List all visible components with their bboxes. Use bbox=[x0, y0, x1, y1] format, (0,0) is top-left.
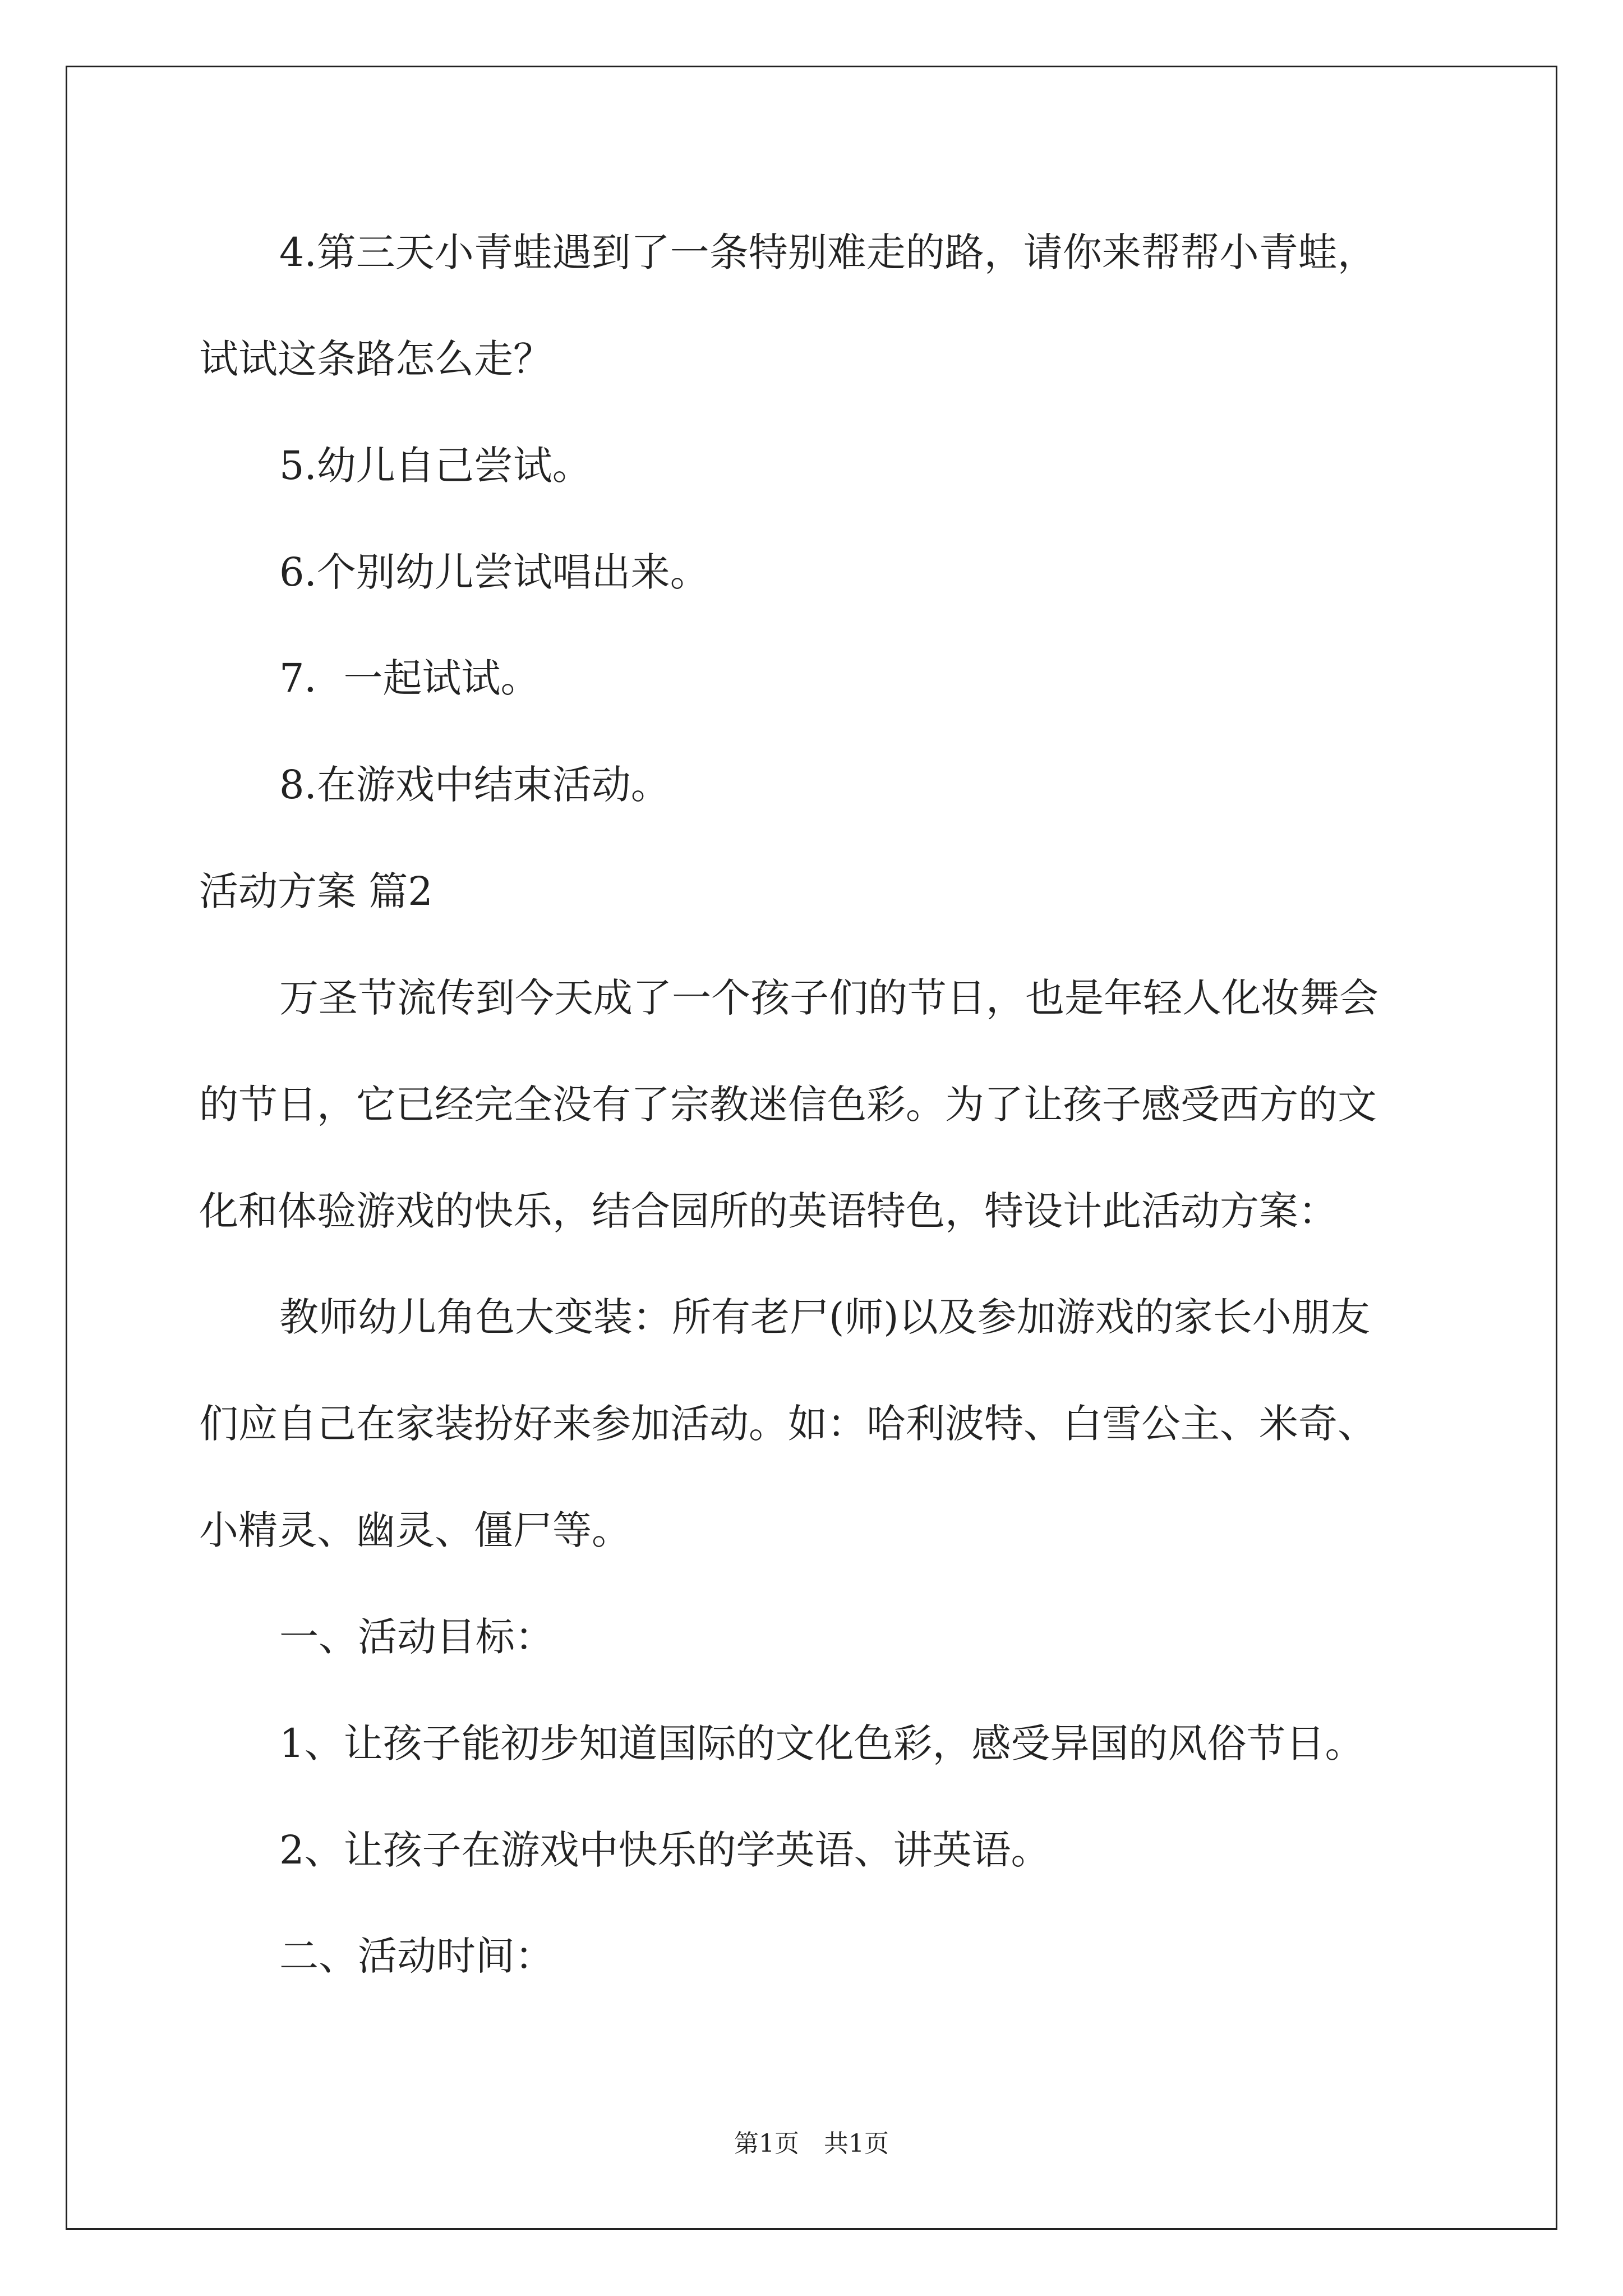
paragraph-line: 6.个别幼儿尝试唱出来。 bbox=[279, 549, 709, 595]
paragraph-line: 教师幼儿角色大变装：所有老尸(师)以及参加游戏的家长小朋友 bbox=[279, 1294, 1370, 1340]
paragraph-line: 一、活动目标： bbox=[279, 1614, 554, 1660]
paragraph-line: 2、让孩子在游戏中快乐的学英语、讲英语。 bbox=[279, 1827, 1050, 1873]
paragraph-line: 4.第三天小青蛙遇到了一条特别难走的路，请你来帮帮小青蛙， bbox=[279, 229, 1377, 275]
paragraph-line: 万圣节流传到今天成了一个孩子们的节日，也是年轻人化妆舞会 bbox=[279, 975, 1378, 1021]
paragraph-line: 化和体验游戏的快乐，结合园所的英语特色，特设计此活动方案： bbox=[199, 1188, 1338, 1234]
paragraph-line: 1、让孩子能初步知道国际的文化色彩，感受异国的风俗节日。 bbox=[279, 1720, 1364, 1766]
page-border bbox=[66, 66, 1557, 2230]
paragraph-line: 二、活动时间： bbox=[279, 1933, 554, 1979]
paragraph-line: 8.在游戏中结束活动。 bbox=[279, 762, 670, 808]
paragraph-line: 7．一起试试。 bbox=[279, 655, 540, 701]
paragraph-line: 小精灵、幽灵、僵尸等。 bbox=[199, 1507, 631, 1553]
paragraph-line: 们应自己在家装扮好来参加活动。如：哈利波特、白雪公主、米奇、 bbox=[199, 1401, 1377, 1447]
page-number-footer: 第1页 共1页 bbox=[734, 2129, 889, 2158]
paragraph-line: 的节日，它已经完全没有了宗教迷信色彩。为了让孩子感受西方的文 bbox=[199, 1082, 1377, 1128]
section-heading: 活动方案 篇2 bbox=[199, 868, 433, 914]
paragraph-line: 5.幼儿自己尝试。 bbox=[279, 443, 592, 489]
paragraph-line: 试试这条路怎么走？ bbox=[199, 336, 552, 382]
